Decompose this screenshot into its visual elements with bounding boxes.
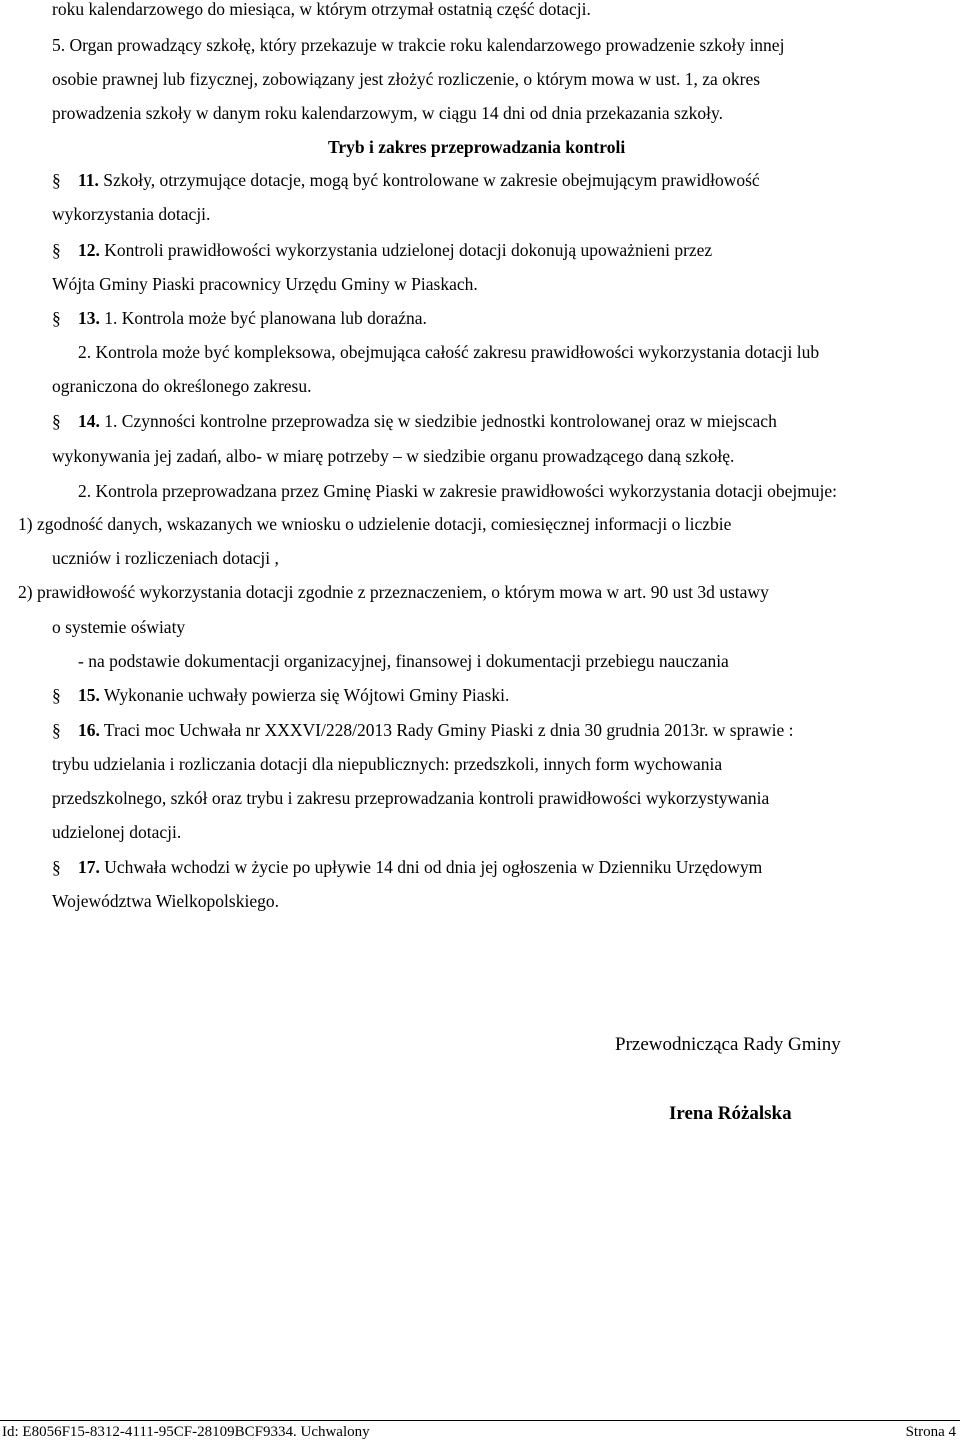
- section-sign: §: [52, 720, 61, 740]
- paragraph-text: Kontroli prawidłowości wykorzystania udzielonej dotacji dokonują upoważnieni przez: [99, 240, 713, 260]
- paragraph-number: 11.: [78, 170, 99, 190]
- paragraph-12: [52, 239, 712, 261]
- text-line: o systemie oświaty: [52, 617, 186, 637]
- text-line: wykorzystania dotacji.: [52, 204, 211, 224]
- text-line: osobie prawnej lub fizycznej, zobowiązany jest złożyć rozliczenie, o którym mowa w ust. 1, za okres: [52, 69, 761, 89]
- paragraph-text: 1. Kontrola może być planowana lub doraźna.: [99, 308, 427, 328]
- text-line: trybu udzielania i rozliczania dotacji dla niepublicznych: przedszkoli, innych form wychowania: [52, 754, 723, 774]
- text-line: przedszkolnego, szkół oraz trybu i zakresu przeprowadzania kontroli prawidłowości wykorzystywania: [52, 788, 770, 808]
- paragraph-number: 17.: [78, 857, 100, 877]
- footer-divider: [0, 1420, 960, 1421]
- paragraph-number: 15.: [78, 685, 100, 705]
- paragraph-text: Szkoły, otrzymujące dotacje, mogą być kontrolowane w zakresie obejmującym prawidłowość: [98, 170, 760, 190]
- section-heading: Tryb i zakres przeprowadzania kontroli: [328, 137, 626, 157]
- paragraph-15: [52, 684, 509, 706]
- text-line: prowadzenia szkoły w danym roku kalendarzowym, w ciągu 14 dni od dnia przekazania szkoły.: [52, 103, 723, 123]
- document-id: Id: E8056F15-8312-4111-95CF-28109BCF9334. Uchwalony: [2, 1424, 370, 1440]
- section-sign: §: [52, 170, 61, 190]
- paragraph-text: Traci moc Uchwała nr XXXVI/228/2013 Rady Gminy Piaski z dnia 30 grudnia 2013r. w sprawie :: [99, 720, 794, 740]
- paragraph-number: 16.: [78, 720, 100, 740]
- text-line: udzielonej dotacji.: [52, 822, 182, 842]
- section-sign: §: [52, 411, 61, 431]
- paragraph-11: [52, 169, 760, 191]
- paragraph-text: Uchwała wchodzi w życie po upływie 14 dni od dnia jej ogłoszenia w Dzienniku Urzędowym: [99, 857, 763, 877]
- list-item: 1) zgodność danych, wskazanych we wniosku o udzielenie dotacji, comiesięcznej informacji o liczbie: [18, 514, 732, 534]
- text-line: 2. Kontrola przeprowadzana przez Gminę Piaski w zakresie prawidłowości wykorzystania dotacji obejmuje:: [78, 481, 838, 501]
- list-subitem: - na podstawie dokumentacji organizacyjnej, finansowej i dokumentacji przebiegu nauczania: [78, 651, 729, 671]
- paragraph-14: [52, 410, 777, 432]
- paragraph-text: Wykonanie uchwały powierza się Wójtowi Gminy Piaski.: [99, 685, 510, 705]
- text-line: Województwa Wielkopolskiego.: [52, 891, 279, 911]
- paragraph-16: [52, 719, 793, 741]
- text-line: 5. Organ prowadzący szkołę, który przekazuje w trakcie roku kalendarzowego prowadzenie szkoły innej: [52, 35, 785, 55]
- section-sign: §: [52, 857, 61, 877]
- text-line: Wójta Gminy Piaski pracownicy Urzędu Gminy w Piaskach.: [52, 274, 478, 294]
- text-line: wykonywania jej zadań, albo- w miarę potrzeby – w siedzibie organu prowadzącego daną szkołę.: [52, 446, 735, 466]
- text-line: 2. Kontrola może być kompleksowa, obejmująca całość zakresu prawidłowości wykorzystania dotacji lub: [78, 342, 820, 362]
- page-number: Strona 4: [905, 1424, 956, 1440]
- paragraph-number: 13.: [78, 308, 100, 328]
- paragraph-17: [52, 856, 762, 878]
- paragraph-13: [52, 307, 427, 329]
- text-line: uczniów i rozliczeniach dotacji ,: [52, 548, 279, 568]
- list-item: 2) prawidłowość wykorzystania dotacji zgodnie z przeznaczeniem, o którym mowa w art. 90 ust 3d ustawy: [18, 582, 769, 602]
- paragraph-number: 12.: [78, 240, 100, 260]
- text-line: roku kalendarzowego do miesiąca, w którym otrzymał ostatnią część dotacji.: [52, 0, 591, 19]
- section-sign: §: [52, 308, 61, 328]
- signature-name: Irena Różalska: [669, 1103, 792, 1124]
- signature-title: Przewodnicząca Rady Gminy: [615, 1034, 841, 1055]
- section-sign: §: [52, 240, 61, 260]
- section-sign: §: [52, 685, 61, 705]
- paragraph-number: 14.: [78, 411, 100, 431]
- paragraph-text: 1. Czynności kontrolne przeprowadza się w siedzibie jednostki kontrolowanej oraz w miejscach: [99, 411, 777, 431]
- text-line: ograniczona do określonego zakresu.: [52, 376, 312, 396]
